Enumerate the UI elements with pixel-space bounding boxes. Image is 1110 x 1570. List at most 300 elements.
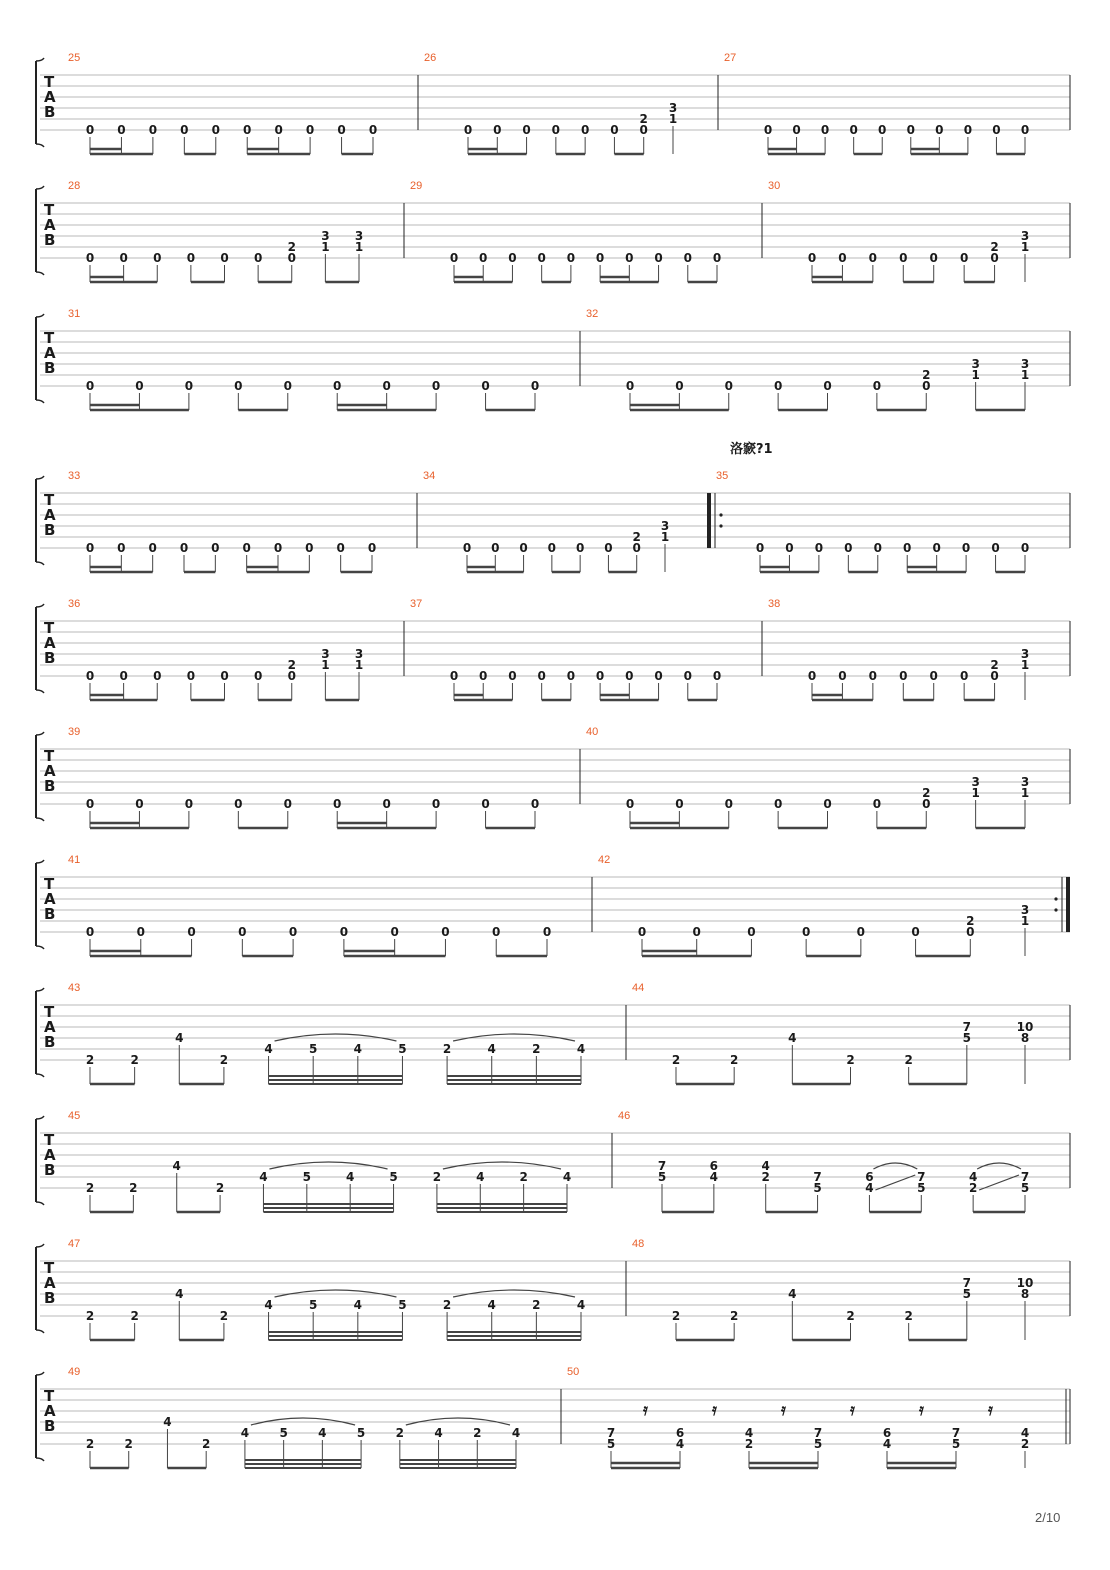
fret-number: 2 [85, 1181, 95, 1195]
fret-number: 0 [823, 379, 832, 393]
fret-number: 0 [692, 925, 701, 939]
fret-number: 4 [240, 1426, 250, 1440]
fret-number: 2 [85, 1437, 95, 1451]
measure-number: 39 [68, 726, 81, 738]
fret-number: 0 [522, 123, 531, 137]
fret-number: 4 [163, 1415, 172, 1429]
fret-number: 5 [813, 1181, 822, 1195]
fret-number: 0 [844, 541, 853, 555]
fret-number: 2 [215, 1181, 225, 1195]
fret-number: 4 [259, 1170, 268, 1184]
fret-number: 5 [389, 1170, 398, 1184]
fret-number: 0 [273, 541, 283, 555]
fret-number: 4 [353, 1042, 362, 1056]
fret-number: 0 [899, 251, 908, 265]
page-number: 2/10 [1035, 1510, 1061, 1525]
fret-number: 0 [675, 379, 684, 393]
fret-number: 0 [773, 379, 783, 393]
measure-number: 26 [424, 52, 437, 64]
fret-number: 6 [675, 1426, 685, 1440]
fret-number: 0 [463, 123, 473, 137]
fret-number: 0 [625, 251, 634, 265]
fret-number: 0 [792, 123, 801, 137]
fret-number: 5 [813, 1437, 823, 1451]
fret-number: 0 [575, 541, 585, 555]
fret-number: 0 [481, 379, 490, 393]
fret-number: 0 [238, 925, 247, 939]
fret-number: 10 [1016, 1276, 1034, 1290]
fret-number: 0 [85, 925, 95, 939]
fret-number: 0 [479, 669, 488, 683]
system-bracket-hook [36, 1116, 44, 1205]
fret-number: 3 [1020, 903, 1030, 917]
tab-clef-letter: B [44, 1417, 56, 1435]
fret-number: 3 [971, 775, 980, 789]
fret-number: 0 [119, 251, 128, 265]
fret-number: 0 [186, 251, 196, 265]
fret-number: 2 [966, 914, 975, 928]
fret-number: 0 [542, 925, 552, 939]
fret-number: 2 [729, 1309, 739, 1323]
tab-clef-letter: T [44, 1131, 55, 1149]
fret-number: 0 [899, 669, 908, 683]
fret-number: 0 [868, 669, 878, 683]
fret-number: 0 [449, 251, 459, 265]
measure-number: 42 [598, 854, 611, 866]
fret-number: 0 [462, 541, 472, 555]
fret-number: 1 [1020, 368, 1030, 382]
measure-number: 45 [68, 1110, 81, 1122]
fret-number: 4 [576, 1298, 586, 1312]
fret-number: 0 [220, 669, 229, 683]
tab-clef-letter: T [44, 619, 55, 637]
fret-number: 0 [872, 797, 882, 811]
fret-number: 0 [537, 251, 546, 265]
fret-number: 1 [971, 368, 980, 382]
fret-number: 0 [283, 379, 292, 393]
fret-number: 2 [922, 786, 931, 800]
measure-number: 38 [768, 598, 781, 610]
fret-number: 2 [1020, 1437, 1030, 1451]
measure-number: 36 [68, 598, 81, 610]
tab-clef-letter: B [44, 777, 56, 795]
fret-number: 0 [253, 669, 263, 683]
fret-number: 0 [849, 123, 858, 137]
fret-number: 4 [788, 1287, 797, 1301]
fret-number: 0 [604, 541, 613, 555]
fret-number: 0 [1020, 541, 1030, 555]
measure-number: 30 [768, 180, 781, 192]
tab-clef-letter: T [44, 201, 55, 219]
fret-number: 1 [971, 786, 980, 800]
fret-number: 0 [1020, 123, 1030, 137]
fret-number: 0 [481, 797, 490, 811]
rest-glyph: 𝄿 [850, 1400, 855, 1419]
fret-number: 5 [309, 1298, 318, 1312]
section-marker: 洛窾?1 [730, 442, 773, 457]
fret-number: 0 [878, 123, 887, 137]
fret-number: 0 [234, 797, 243, 811]
tab-clef-letter: T [44, 747, 55, 765]
fret-number: 0 [990, 251, 999, 265]
fret-number: 0 [187, 925, 196, 939]
fret-number: 0 [637, 925, 647, 939]
fret-number: 0 [820, 123, 830, 137]
fret-number: 0 [85, 379, 95, 393]
fret-number: 0 [566, 669, 576, 683]
fret-number: 8 [1020, 1031, 1030, 1045]
fret-number: 0 [242, 541, 251, 555]
fret-number: 5 [309, 1042, 318, 1056]
fret-number: 2 [129, 1181, 138, 1195]
fret-number: 0 [305, 541, 314, 555]
fret-number: 4 [487, 1042, 496, 1056]
fret-number: 3 [660, 519, 670, 533]
fret-number: 0 [253, 251, 263, 265]
system-bracket-hook [36, 186, 44, 275]
fret-number: 2 [632, 530, 641, 544]
measure-number: 37 [410, 598, 423, 610]
measure-number: 31 [68, 308, 81, 320]
measure-number: 35 [716, 470, 729, 482]
fret-number: 2 [473, 1426, 482, 1440]
fret-number: 0 [287, 669, 296, 683]
fret-number: 0 [508, 251, 517, 265]
tab-clef-letter: A [44, 762, 56, 780]
fret-number: 0 [595, 251, 605, 265]
fret-number: 3 [668, 101, 678, 115]
fret-number: 0 [179, 541, 189, 555]
fret-number: 2 [219, 1053, 229, 1067]
measure-number: 27 [724, 52, 737, 64]
fret-number: 0 [431, 797, 441, 811]
repeat-dot [719, 513, 722, 516]
fret-number: 0 [838, 669, 847, 683]
fret-number: 0 [148, 541, 157, 555]
measure-number: 28 [68, 180, 81, 192]
fret-number: 4 [675, 1437, 685, 1451]
fret-number: 3 [1020, 229, 1030, 243]
rest-glyph: 𝄿 [988, 1400, 993, 1419]
fret-number: 0 [431, 379, 441, 393]
fret-number: 0 [990, 669, 999, 683]
tab-clef-letter: T [44, 491, 55, 509]
tab-clef-letter: B [44, 359, 56, 377]
fret-number: 2 [846, 1053, 855, 1067]
fret-number: 0 [966, 925, 975, 939]
fret-number: 2 [761, 1170, 770, 1184]
fret-number: 5 [917, 1181, 926, 1195]
fret-number: 0 [390, 925, 399, 939]
fret-number: 4 [882, 1437, 892, 1451]
tab-clef-letter: B [44, 1289, 56, 1307]
fret-number: 0 [991, 541, 1000, 555]
fret-number: 0 [935, 123, 944, 137]
fret-number: 0 [491, 541, 500, 555]
fret-number: 4 [788, 1031, 797, 1045]
fret-number: 7 [1020, 1170, 1030, 1184]
fret-number: 1 [1020, 786, 1030, 800]
fret-number: 2 [744, 1437, 754, 1451]
fret-number: 0 [336, 541, 345, 555]
fret-number: 4 [968, 1170, 978, 1184]
fret-number: 0 [85, 669, 95, 683]
fret-number: 0 [180, 123, 189, 137]
fret-number: 1 [321, 240, 330, 254]
fret-number: 6 [882, 1426, 892, 1440]
fret-number: 0 [153, 669, 162, 683]
fret-number: 1 [1020, 240, 1030, 254]
tab-clef-letter: A [44, 1018, 56, 1036]
fret-number: 7 [951, 1426, 961, 1440]
fret-number: 7 [813, 1170, 822, 1184]
fret-number: 0 [530, 379, 540, 393]
rest-glyph: 𝄿 [643, 1400, 648, 1419]
fret-number: 2 [639, 112, 648, 126]
tab-clef-letter: A [44, 506, 56, 524]
fret-number: 2 [442, 1298, 452, 1312]
measure-number: 49 [68, 1366, 81, 1378]
fret-number: 0 [382, 379, 391, 393]
system-bracket-hook [36, 476, 44, 565]
fret-number: 0 [963, 123, 973, 137]
fret-number: 0 [287, 251, 296, 265]
fret-number: 0 [872, 379, 882, 393]
fret-number: 4 [346, 1170, 355, 1184]
fret-number: 5 [962, 1031, 972, 1045]
fret-number: 0 [683, 251, 692, 265]
fret-number: 2 [287, 240, 296, 254]
fret-number: 4 [761, 1159, 770, 1173]
fret-number: 4 [744, 1426, 754, 1440]
fret-number: 2 [432, 1170, 442, 1184]
fret-number: 0 [906, 123, 915, 137]
fret-number: 1 [668, 112, 678, 126]
fret-number: 5 [606, 1437, 616, 1451]
system-bracket-hook [36, 732, 44, 821]
fret-number: 0 [683, 669, 692, 683]
fret-number: 0 [479, 251, 488, 265]
fret-number: 0 [922, 379, 931, 393]
fret-number: 7 [962, 1276, 972, 1290]
fret-number: 2 [904, 1309, 913, 1323]
fret-number: 0 [625, 379, 635, 393]
system-bracket-hook [36, 604, 44, 693]
fret-number: 0 [85, 123, 95, 137]
fret-number: 2 [85, 1053, 95, 1067]
fret-number: 0 [492, 925, 501, 939]
tab-clef-letter: B [44, 1161, 56, 1179]
fret-number: 0 [339, 925, 349, 939]
fret-number: 1 [1020, 914, 1030, 928]
repeat-dot [719, 524, 722, 527]
fret-number: 2 [990, 240, 999, 254]
fret-number: 6 [709, 1159, 719, 1173]
tab-clef-letter: A [44, 1402, 56, 1420]
fret-number: 0 [724, 797, 733, 811]
measure-number: 40 [586, 726, 599, 738]
fret-number: 0 [119, 669, 128, 683]
fret-number: 0 [763, 123, 773, 137]
fret-number: 0 [911, 925, 920, 939]
fret-number: 8 [1020, 1287, 1030, 1301]
measure-number: 48 [632, 1238, 645, 1250]
fret-number: 2 [671, 1309, 681, 1323]
fret-number: 3 [1020, 357, 1030, 371]
system-bracket-hook [36, 860, 44, 949]
fret-number: 0 [654, 251, 663, 265]
fret-number: 4 [1020, 1426, 1030, 1440]
measure-number: 32 [586, 308, 599, 320]
fret-number: 0 [961, 541, 971, 555]
fret-number: 4 [175, 1031, 184, 1045]
fret-number: 3 [321, 647, 330, 661]
fret-number: 0 [801, 925, 811, 939]
tab-clef-letter: A [44, 1146, 56, 1164]
fret-number: 1 [354, 240, 364, 254]
fret-number: 0 [234, 379, 243, 393]
rest-glyph: 𝄿 [712, 1400, 717, 1419]
fret-number: 0 [85, 251, 95, 265]
fret-number: 0 [856, 925, 866, 939]
fret-number: 0 [773, 797, 783, 811]
tab-clef-letter: T [44, 1003, 55, 1021]
fret-number: 0 [838, 251, 847, 265]
fret-number: 0 [288, 925, 298, 939]
fret-number: 0 [625, 669, 634, 683]
fret-number: 0 [85, 797, 95, 811]
fret-number: 0 [823, 797, 832, 811]
fret-number: 2 [922, 368, 931, 382]
fret-number: 2 [671, 1053, 681, 1067]
system-bracket-hook [36, 58, 44, 147]
fret-number: 5 [356, 1426, 366, 1440]
fret-number: 0 [610, 123, 619, 137]
fret-number: 0 [755, 541, 765, 555]
fret-number: 0 [136, 925, 145, 939]
measure-number: 47 [68, 1238, 81, 1250]
tab-clef-letter: T [44, 329, 55, 347]
system-bracket-hook [36, 988, 44, 1077]
tab-clef-letter: T [44, 73, 55, 91]
fret-number: 3 [1020, 647, 1030, 661]
fret-number: 7 [606, 1426, 616, 1440]
fret-number: 2 [85, 1309, 95, 1323]
fret-number: 2 [532, 1298, 541, 1312]
fret-number: 0 [211, 123, 220, 137]
fret-number: 2 [846, 1309, 855, 1323]
fret-number: 0 [551, 123, 561, 137]
fret-number: 0 [382, 797, 391, 811]
fret-number: 0 [493, 123, 502, 137]
fret-number: 0 [547, 541, 557, 555]
tab-clef-letter: B [44, 905, 56, 923]
fret-number: 4 [434, 1426, 443, 1440]
fret-number: 2 [202, 1437, 211, 1451]
rest-glyph: 𝄿 [781, 1400, 786, 1419]
fret-number: 0 [135, 797, 144, 811]
fret-number: 1 [354, 658, 364, 672]
measure-number: 25 [68, 52, 81, 64]
fret-number: 5 [398, 1298, 407, 1312]
fret-number: 7 [962, 1020, 972, 1034]
fret-number: 0 [184, 379, 194, 393]
measure-number: 43 [68, 982, 81, 994]
fret-number: 7 [657, 1159, 667, 1173]
fret-number: 0 [747, 925, 756, 939]
tab-clef-letter: B [44, 103, 56, 121]
fret-number: 0 [712, 669, 722, 683]
tab-clef-letter: A [44, 890, 56, 908]
fret-number: 0 [337, 123, 346, 137]
fret-number: 2 [532, 1042, 541, 1056]
fret-number: 2 [130, 1309, 139, 1323]
fret-number: 4 [709, 1170, 719, 1184]
fret-number: 0 [333, 379, 342, 393]
fret-number: 4 [511, 1426, 521, 1440]
fret-number: 0 [625, 797, 635, 811]
fret-number: 1 [660, 530, 670, 544]
tab-clef-letter: B [44, 521, 56, 539]
fret-number: 6 [865, 1170, 874, 1184]
fret-number: 10 [1016, 1020, 1034, 1034]
fret-number: 0 [85, 541, 95, 555]
fret-number: 7 [917, 1170, 926, 1184]
fret-number: 2 [519, 1170, 528, 1184]
tab-clef-letter: A [44, 1274, 56, 1292]
fret-number: 0 [959, 251, 969, 265]
fret-number: 0 [135, 379, 144, 393]
tab-clef-letter: A [44, 88, 56, 106]
fret-number: 2 [729, 1053, 739, 1067]
fret-number: 2 [990, 658, 999, 672]
fret-number: 0 [333, 797, 342, 811]
measure-number: 41 [68, 854, 81, 866]
fret-number: 0 [992, 123, 1001, 137]
tab-clef-letter: A [44, 634, 56, 652]
fret-number: 0 [148, 123, 158, 137]
fret-number: 0 [117, 541, 126, 555]
tab-clef-letter: A [44, 216, 56, 234]
fret-number: 0 [283, 797, 292, 811]
tab-clef-letter: A [44, 344, 56, 362]
fret-number: 4 [476, 1170, 485, 1184]
fret-number: 0 [932, 541, 941, 555]
fret-number: 2 [442, 1042, 452, 1056]
fret-number: 0 [186, 669, 196, 683]
fret-number: 2 [219, 1309, 229, 1323]
tab-clef-letter: T [44, 875, 55, 893]
tab-clef-letter: B [44, 649, 56, 667]
measure-number: 46 [618, 1110, 631, 1122]
tab-clef-letter: B [44, 231, 56, 249]
measure-number: 34 [423, 470, 436, 482]
repeat-dot [1054, 908, 1057, 911]
fret-number: 3 [321, 229, 330, 243]
fret-number: 4 [562, 1170, 572, 1184]
fret-number: 0 [873, 541, 882, 555]
fret-number: 5 [1020, 1181, 1030, 1195]
fret-number: 2 [395, 1426, 404, 1440]
fret-number: 4 [318, 1426, 327, 1440]
measure-number: 29 [410, 180, 423, 192]
fret-number: 0 [153, 251, 162, 265]
fret-number: 1 [321, 658, 330, 672]
fret-number: 4 [865, 1181, 874, 1195]
fret-number: 3 [354, 647, 364, 661]
fret-number: 2 [968, 1181, 978, 1195]
fret-number: 0 [305, 123, 315, 137]
